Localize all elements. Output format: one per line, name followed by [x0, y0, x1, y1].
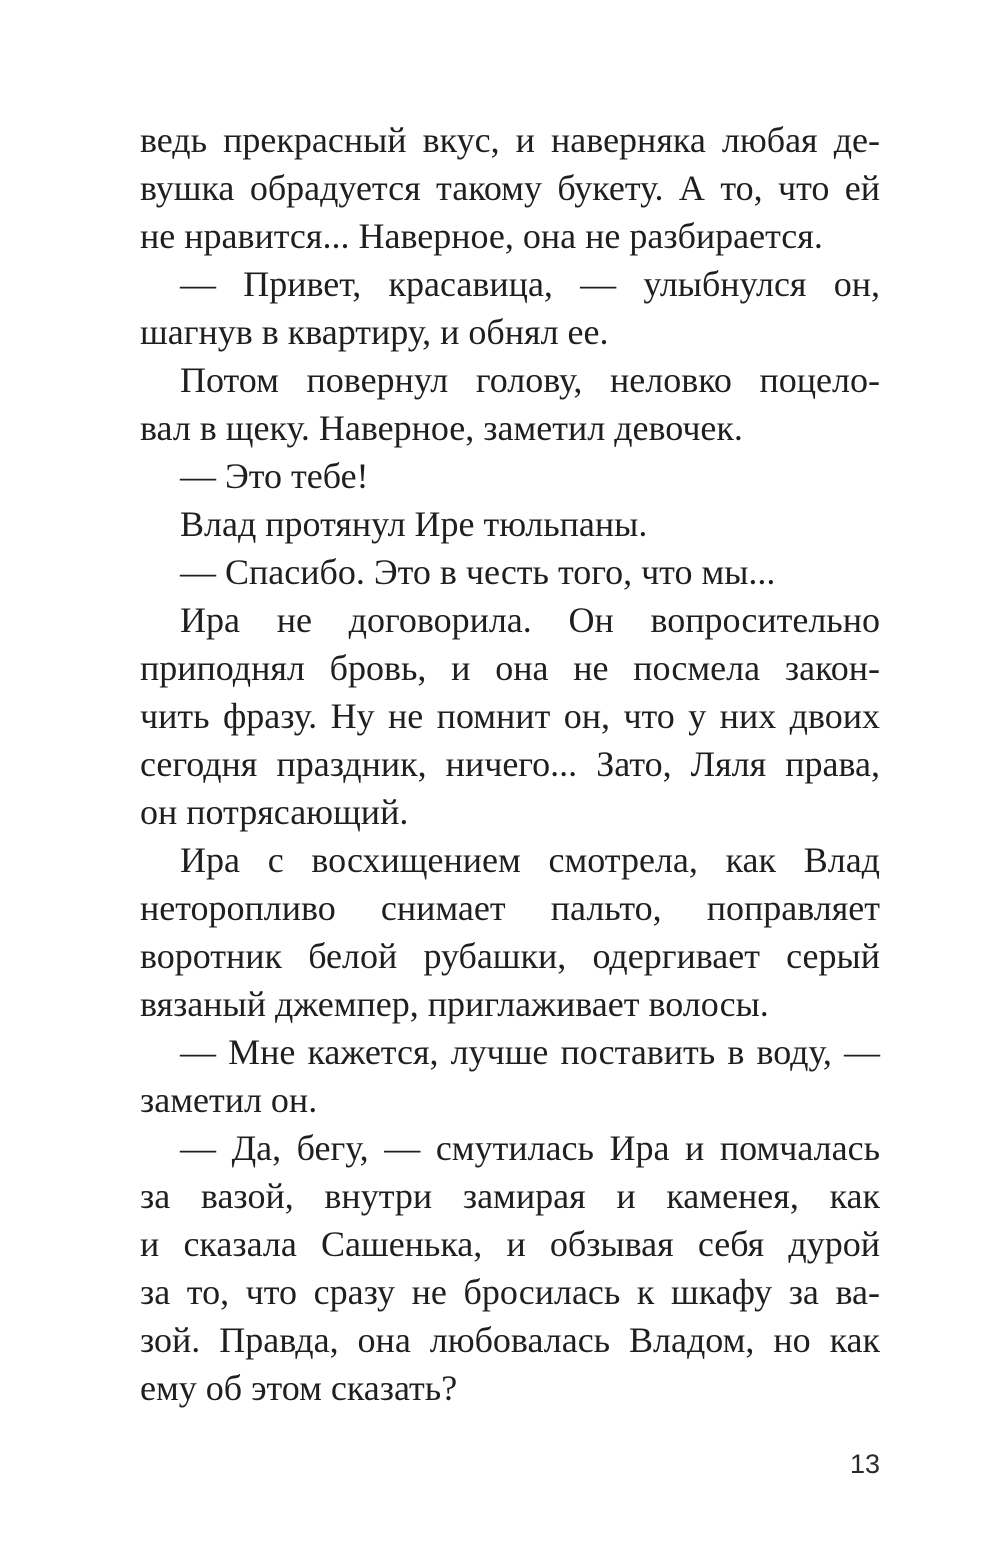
text-line: Потом повернул голову, неловко поцело-: [180, 360, 880, 400]
paragraph: [140, 596, 880, 836]
text-line: Влад протянул Ире тюльпаны.: [180, 504, 648, 544]
text-line: вязаный джемпер, приглаживает волосы.: [140, 984, 769, 1024]
text-line: — Это тебе!: [180, 456, 369, 496]
text-line: зой. Правда, она любовалась Владом, но как: [140, 1320, 880, 1360]
text-line: воротник белой рубашки, одергивает серый: [140, 936, 880, 976]
page-text: [140, 116, 880, 1412]
paragraph: [140, 452, 880, 500]
text-line: — Мне кажется, лучше поставить в воду, —: [180, 1032, 880, 1072]
text-line: за то, что сразу не бросилась к шкафу за ва-: [140, 1272, 880, 1312]
text-line: Ира с восхищением смотрела, как Влад: [180, 840, 880, 880]
text-line: и сказала Сашенька, и обзывая себя дурой: [140, 1224, 880, 1264]
text-line: ведь прекрасный вкус, и наверняка любая де-: [140, 120, 880, 160]
text-line: — Спасибо. Это в честь того, что мы...: [180, 552, 776, 592]
text-line: Ира не договорила. Он вопросительно: [180, 600, 880, 640]
text-line: неторопливо снимает пальто, поправляет: [140, 888, 880, 928]
text-line: заметил он.: [140, 1080, 318, 1120]
text-line: он потрясающий.: [140, 792, 409, 832]
text-line: чить фразу. Ну не помнит он, что у них двоих: [140, 696, 880, 736]
text-line: за вазой, внутри замирая и каменея, как: [140, 1176, 880, 1216]
text-line: сегодня праздник, ничего... Зато, Ляля права,: [140, 744, 880, 784]
paragraph: [140, 356, 880, 452]
text-line: приподнял бровь, и она не посмела закон-: [140, 648, 880, 688]
text-line: ему об этом сказать?: [140, 1368, 458, 1408]
paragraph: [140, 116, 880, 260]
text-line: шагнув в квартиру, и обнял ее.: [140, 312, 609, 352]
paragraph: [140, 836, 880, 1028]
paragraph: [140, 260, 880, 356]
paragraph: [140, 1124, 880, 1412]
text-line: не нравится... Наверное, она не разбирается.: [140, 216, 823, 256]
text-line: — Да, бегу, — смутилась Ира и помчалась: [180, 1128, 880, 1168]
paragraph: [140, 1028, 880, 1124]
text-line: вушка обрадуется такому букету. А то, что ей: [140, 168, 880, 208]
text-line: — Привет, красавица, — улыбнулся он,: [180, 264, 880, 304]
paragraph: [140, 548, 880, 596]
page-number: 13: [849, 1449, 880, 1479]
text-line: вал в щеку. Наверное, заметил девочек.: [140, 408, 743, 448]
paragraph: [140, 500, 880, 548]
